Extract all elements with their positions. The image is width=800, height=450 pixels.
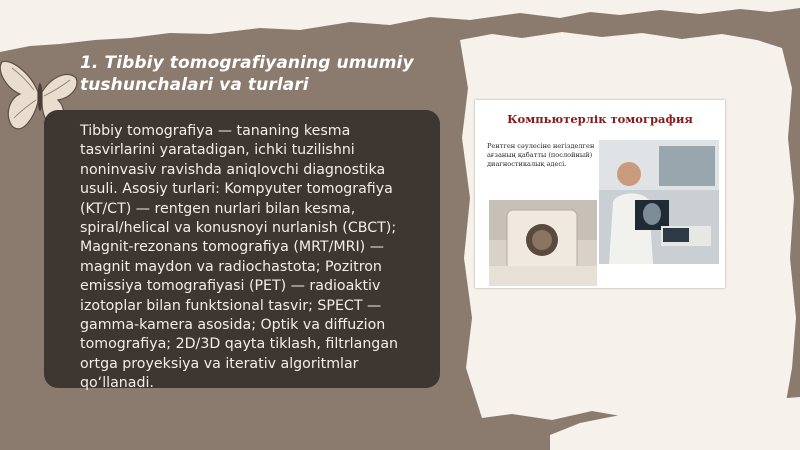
slide-body-text: Tibbiy tomografiya — tananing kesma tasvirlarini yaratadigan, ichki tuzilishni noninvasiv ravishda aniqlovchi diagnostika usuli. Asosiy turlari: Kompyuter tomografiya (KT/CT) — rentgen nurlari bilan kesma, spiral/helical va konusnoyi nurlanish (CBCT); Magnit-rezonans tomografiya (MRT/MRI) — magnit maydon va radiochastota; Pozitron emissiya tomografiyasi (PET) — radioaktiv izotoplar bilan funktsional tasvir; SPECT — gamma-kamera asosida; Optik va diffuzion tomografiya; 2D/3D qayta tiklash, filtrlangan ortga proyeksiya va iterativ algoritmlar qo‘llanadi.: [80, 123, 398, 392]
torn-paper-bottom: [550, 395, 800, 450]
inset-slide-title: Компьютерлік томография: [507, 112, 693, 126]
operator-monitor-photo: [599, 140, 719, 264]
slide-title: 1. Tibbiy tomografiyaning umumiy tushunchalari va turlari: [80, 53, 414, 95]
ct-scanner-photo: [489, 200, 597, 286]
inset-slide-bullet: Рентген сәулесіне негізделген ағзаның қабатты (послойный) диагностикалық әдесі.: [487, 142, 595, 168]
inset-slide-image: [475, 100, 725, 288]
